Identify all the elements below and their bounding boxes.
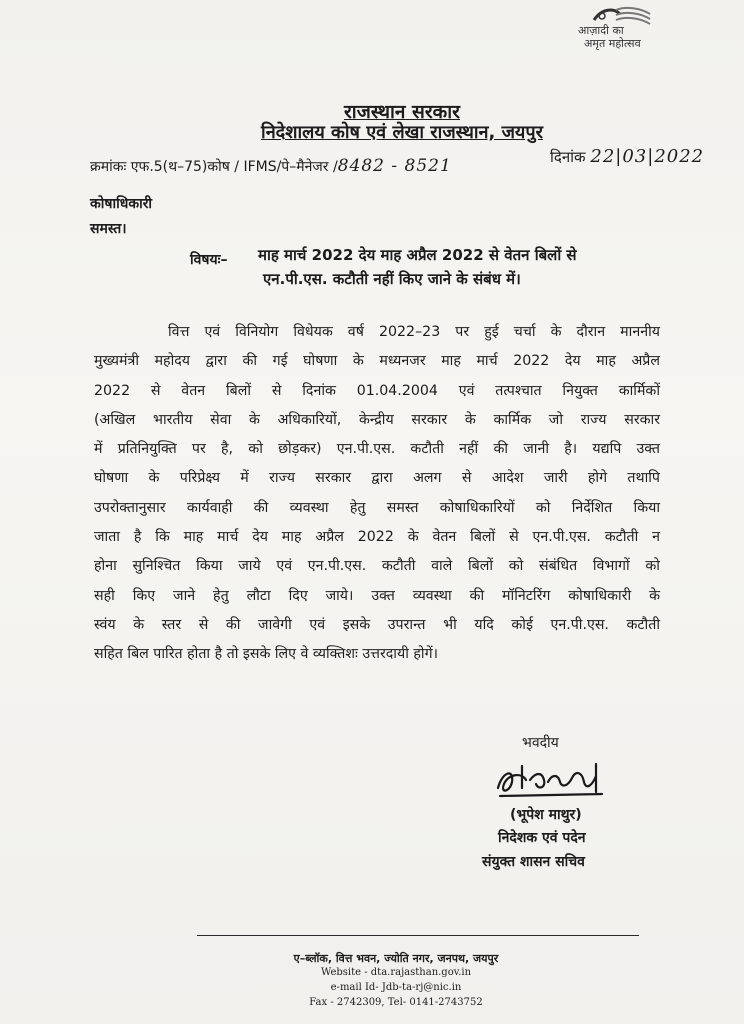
- body-line: होना सुनिश्चित किया जाये एवं एन.पी.एस. कटौती वाले बिलों को संबंधित विभागों को: [94, 558, 660, 575]
- body-line: 2022 से वेतन बिलों से दिनांक 01.04.2004 एवं तत्पश्चात नियुक्त कार्मिकों: [94, 382, 660, 399]
- signatory-title-line1: निदेशक एवं पदेन: [498, 830, 586, 846]
- subject-label: विषयः–: [190, 252, 228, 268]
- logo-text-line1: आज़ादी का: [578, 24, 624, 37]
- body-line: वित्त एवं विनियोग विधेयक वर्ष 2022–23 पर हुई चर्चा के दौरान माननीय: [168, 324, 660, 340]
- reference-label: क्रमांकः एफ.5(थ–75)कोष / IFMS/पे–मैनेजर /: [90, 159, 338, 175]
- body-line: घोषणा के परिप्रेक्ष्य में राज्य सरकार द्वारा अलग से आदेश जारी होगे तथापि: [94, 470, 660, 487]
- footer-phone: Fax - 2742309, Tel- 0141-2743752: [309, 997, 483, 1008]
- department-heading: निदेशालय कोष एवं लेखा राजस्थान, जयपुर: [261, 122, 543, 143]
- date-value: 22|03|2022: [590, 146, 705, 167]
- body-line: उपरोक्तानुसार कार्यवाही की व्यवस्था हेतु समस्त कोषाधिकारियों को निर्देशित किया: [94, 499, 660, 516]
- footer-website: Website - dta.rajasthan.gov.in: [320, 967, 472, 978]
- letter-body: [94, 318, 660, 670]
- signatory-name: (भूपेश माथुर): [510, 807, 582, 823]
- government-heading: राजस्थान सरकार: [344, 101, 460, 123]
- body-line: स्वंय के स्तर से की जावेगी एवं इसके उपरान्त भी यदि कोई एन.पी.एस. कटौती: [94, 616, 660, 633]
- azadi-ka-amrit-mahotsav-logo: [578, 4, 678, 56]
- handwritten-signature: [492, 758, 612, 804]
- subject-line2: एन.पी.एस. कटौती नहीं किए जाने के संबंध में।: [263, 270, 521, 288]
- body-line: में प्रतिनियुक्ति पर है, को छोड़कर) एन.पी.एस. कटौती नहीं की जानी है। यद्यपि उक्त: [94, 441, 660, 458]
- body-line: सही किए जाने हेतु लौटा दिए जाये। उक्त व्यवस्था की मॉनिटरिंग कोषाधिकारी के: [94, 587, 660, 604]
- footer-divider: [197, 935, 639, 936]
- date-label: दिनांक: [550, 148, 586, 166]
- logo-emblem-icon: [588, 4, 658, 26]
- signatory-title-line2: संयुक्त शासन सचिव: [482, 854, 585, 870]
- addressee-line2: समस्त।: [90, 221, 127, 237]
- body-line: जाता है कि माह मार्च देय माह अप्रैल 2022 के वेतन बिलों से एन.पी.एस. कटौती न: [94, 529, 660, 546]
- reference-number: 8482 - 8521: [337, 156, 452, 176]
- addressee-line1: कोषाधिकारी: [90, 196, 153, 212]
- body-line: (अखिल भारतीय सेवा के अधिकारियों, केन्द्रीय सरकार के कार्मिक जो राज्य सरकार: [94, 411, 660, 428]
- footer-address: ए–ब्लॉक, वित्त भवन, ज्योति नगर, जनपथ, जयपुर: [293, 952, 499, 965]
- body-line: सहित बिल पारित होता है तो इसके लिए वे व्यक्तिशः उत्तरदायी होगें।: [94, 646, 438, 663]
- date-line: [550, 146, 704, 167]
- reference-line: [90, 156, 452, 176]
- footer-email: e-mail Id- Jdb-ta-rj@nic.in: [330, 982, 462, 993]
- closing-text: भवदीय: [522, 735, 559, 751]
- subject-line1: माह मार्च 2022 देय माह अप्रैल 2022 से वेतन बिलों से: [258, 246, 577, 264]
- logo-text-line2: अमृत महोत्सव: [584, 37, 641, 50]
- body-line: मुख्यमंत्री महोदय द्वारा की गई घोषणा के मध्यनजर माह मार्च 2022 देय माह अप्रैल: [94, 353, 660, 370]
